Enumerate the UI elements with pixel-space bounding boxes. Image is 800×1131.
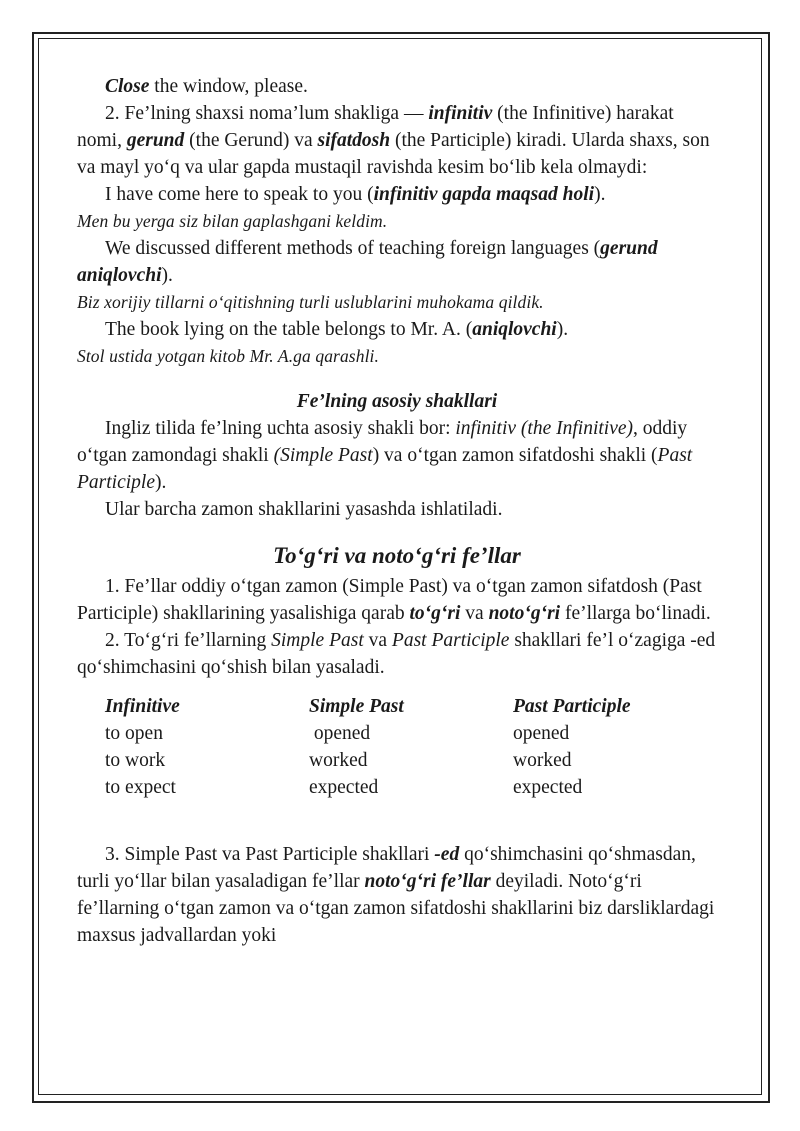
example-3 xyxy=(77,316,717,343)
sub-heading: Fe’lning asosiy shakllari xyxy=(296,391,498,412)
table-cell: opened xyxy=(309,723,371,744)
body-text: va xyxy=(460,603,489,624)
column-header: Past Participle xyxy=(513,696,631,717)
body-text: We discussed different methods of teaching foreign languages ( xyxy=(105,238,601,259)
body-text: ). xyxy=(594,184,606,205)
body-text: The book lying on the table belongs to Mr. A. ( xyxy=(105,319,473,340)
body-text: ). xyxy=(161,265,173,286)
paragraph-4: Ular barcha zamon shakllarini yasashda ishlatiladi. xyxy=(105,499,503,520)
paragraph-3 xyxy=(77,415,717,496)
table-cell: expected xyxy=(513,777,583,798)
body-text: , oddiy o‘tgan zamondagi shakli xyxy=(77,418,688,466)
translation-3: Stol ustida yotgan kitob Mr. A.ga qarashli. xyxy=(77,346,379,366)
term-infinitive: infinitiv (the Infinitive) xyxy=(455,418,634,439)
verb-forms-table xyxy=(105,693,717,801)
body-text: fe’llarga bo‘linadi. xyxy=(560,603,711,624)
body-text: va xyxy=(363,630,392,651)
term-sifatdosh: sifatdosh xyxy=(317,130,391,151)
term-gerund: gerund xyxy=(126,130,185,151)
term-infinitiv: infinitiv xyxy=(428,103,493,124)
example-sentence xyxy=(77,73,717,100)
term-past-participle: Past Participle xyxy=(391,630,510,651)
term-irregular-verbs: noto‘g‘ri fe’llar xyxy=(364,871,491,892)
verb-table-row xyxy=(105,720,717,747)
term-regular: to‘g‘ri xyxy=(409,603,461,624)
verb-table-header xyxy=(105,693,717,720)
example-1 xyxy=(77,181,717,208)
body-text: shakllari fe’l o‘zagiga -ed qo‘shimchasini qo‘shish bilan yasaladi. xyxy=(77,630,716,678)
grammar-note: infinitiv gapda maqsad holi xyxy=(373,184,595,205)
paragraph-6 xyxy=(77,627,717,681)
body-text: ). xyxy=(556,319,569,340)
paragraph-5 xyxy=(77,573,717,627)
example-2 xyxy=(77,235,717,289)
body-text: deyiladi. Noto‘g‘ri fe’llarning o‘tgan zamon va o‘tgan zamon sifatdoshi shakllarini biz darsliklardagi maxsus jadvallardan yoki xyxy=(77,871,715,946)
translation-1: Men bu yerga siz bilan gaplashgani keldim. xyxy=(77,211,388,231)
table-cell: worked xyxy=(309,750,368,771)
body-text: 2. To‘g‘ri fe’llarning xyxy=(105,630,272,651)
column-header: Simple Past xyxy=(309,696,404,717)
suffix-ed: -ed xyxy=(434,844,460,865)
table-cell: to open xyxy=(105,723,163,744)
body-text: 1. Fe’llar oddiy o‘tgan zamon (Simple Past) va o‘tgan zamon sifatdosh (Past Participle) shakllarining yasalishiga qarab xyxy=(77,576,702,624)
body-text: I have come here to speak to you ( xyxy=(105,184,374,205)
term-past-participle: Past Participle xyxy=(77,445,693,493)
column-header: Infinitive xyxy=(105,696,180,717)
body-text: 3. Simple Past va Past Participle shakllari xyxy=(105,844,435,865)
paragraph-2 xyxy=(77,100,717,181)
table-cell: to work xyxy=(105,750,166,771)
table-cell: expected xyxy=(309,777,379,798)
translation-2: Biz xorijiy tillarni o‘qitishning turli uslublarini muhokama qildik. xyxy=(77,292,544,312)
grammar-note: gerund aniqlovchi xyxy=(77,238,658,286)
verb-table-row xyxy=(105,774,717,801)
grammar-note: aniqlovchi xyxy=(472,319,557,340)
table-cell: to expect xyxy=(105,777,176,798)
term-irregular: noto‘g‘ri xyxy=(488,603,561,624)
emphasis-text: Close xyxy=(105,76,150,97)
term-simple-past: Simple Past xyxy=(271,630,364,651)
body-text: (the Gerund) va xyxy=(184,130,318,151)
body-text: ). xyxy=(154,472,167,493)
body-text: (the Participle) kiradi. Ularda shaxs, son va mayl yo‘q va ular gapda mustaqil ravishda kesim bo‘lib kela olmaydi: xyxy=(77,130,710,178)
term-simple-past: (Simple Past xyxy=(273,445,373,466)
section-heading: To‘g‘ri va noto‘g‘ri fe’llar xyxy=(273,543,521,568)
body-text: Ingliz tilida fe’lning uchta asosiy shakli bor: xyxy=(105,418,456,439)
verb-table-row xyxy=(105,747,717,774)
body-text: 2. Fe’lning shaxsi noma’lum shakliga — xyxy=(105,103,429,124)
body-text: ) va o‘tgan zamon sifatdoshi shakli ( xyxy=(372,445,658,466)
body-text: qo‘shimchasini qo‘shmasdan, turli yo‘llar bilan yasaladigan fe’llar xyxy=(77,844,696,892)
table-cell: opened xyxy=(513,723,570,744)
body-text: the window, please. xyxy=(149,76,308,97)
paragraph-7 xyxy=(77,841,717,949)
page-content xyxy=(77,73,717,949)
table-cell: worked xyxy=(513,750,572,771)
body-text: (the Infinitive) harakat nomi, xyxy=(77,103,674,151)
